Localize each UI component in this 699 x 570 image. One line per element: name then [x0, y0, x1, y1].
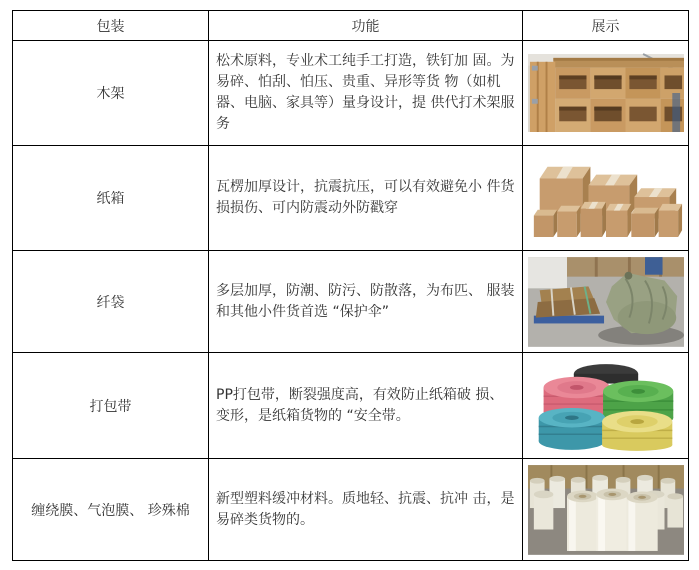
table-row-cardboard-box [13, 146, 689, 251]
header-function: 功能 [209, 11, 523, 41]
packaging-name: 纸箱 [13, 146, 209, 251]
packaging-name: 纤袋 [13, 251, 209, 353]
packaging-name: 打包带 [13, 353, 209, 459]
function-text: 新型塑料缓冲材料。质地轻、抗震、抗冲 击，是易碎类货物的。 [209, 459, 523, 561]
packaging-name: 木架 [13, 41, 209, 146]
function-text: 多层加厚，防潮、防污、防散落，为布匹、 服装和其他小件货首选 “保护伞” [209, 251, 523, 353]
cardboard-boxes-photo [528, 152, 684, 244]
header-packaging: 包装 [13, 11, 209, 41]
function-text: 松术原料，专业术工纯手工打造，铁钉加 固。为易碎、怕刮、怕压、贵重、异形等货 物（如机器、电脑、家具等）量身设计，提 供代打术架服务 [209, 41, 523, 146]
function-text: PP打包带，断裂强度高，有效防止纸箱破 损、变形，是纸箱货物的 “安全带。 [209, 353, 523, 459]
function-text: 瓦楞加厚设计，抗震抗压，可以有效避免小 件货损损伤、可内防震动外防戳穿 [209, 146, 523, 251]
table-row-wooden-crate [13, 41, 689, 146]
table-row-cushion-film [13, 459, 689, 561]
wooden-crates-photo [528, 53, 684, 133]
table-row-woven-bag [13, 251, 689, 353]
table-row-strapping [13, 353, 689, 459]
header-display: 展示 [523, 11, 689, 41]
packaging-table [12, 10, 689, 561]
colored-pp-strapping-rolls-photo [528, 360, 684, 452]
packaging-name: 缠绕膜、气泡膜、 珍殊棉 [13, 459, 209, 561]
table-header-row [13, 11, 689, 41]
green-woven-bags-photo [528, 256, 684, 348]
stretch-film-rolls-photo [528, 464, 684, 556]
